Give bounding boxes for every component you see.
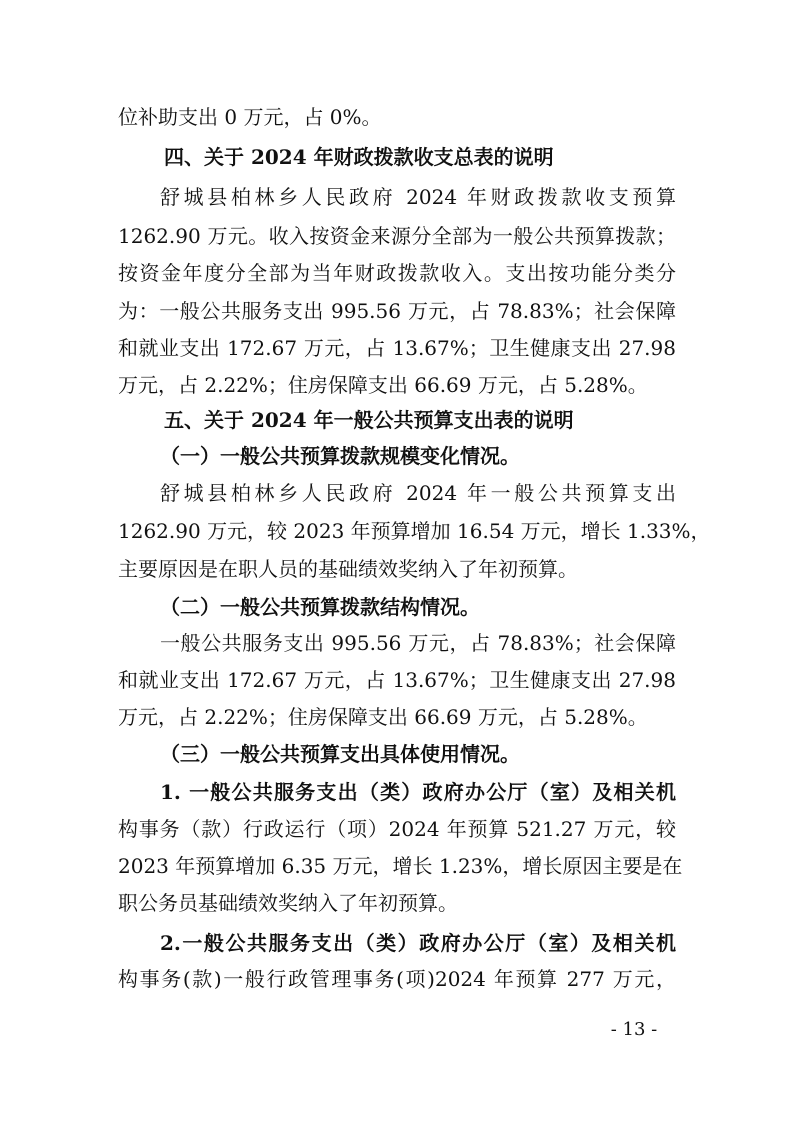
- paragraph-line: 舒城县柏林乡人民政府 2024 年一般公共预算支出: [160, 481, 676, 505]
- paragraph-line: 1262.90 万元，较 2023 年预算增加 16.54 万元，增长 1.33%，: [118, 519, 711, 543]
- paragraph-line: 构事务（款）行政运行（项）2024 年预算 521.27 万元，较: [118, 817, 676, 841]
- item-heading: 2.一般公共服务支出（类）政府办公厅（室）及相关机: [160, 931, 676, 955]
- paragraph-line: 万元，占 2.22%；住房保障支出 66.69 万元，占 5.28%。: [118, 705, 648, 729]
- paragraph-line: 万元，占 2.22%；住房保障支出 66.69 万元，占 5.28%。: [118, 373, 648, 397]
- paragraph-line: 1262.90 万元。收入按资金来源分全部为一般公共预算拨款；: [118, 224, 676, 248]
- paragraph-line: 和就业支出 172.67 万元，占 13.67%；卫生健康支出 27.98: [118, 336, 676, 360]
- subsection-heading: （二）一般公共预算拨款结构情况。: [160, 595, 480, 619]
- paragraph-line: 2023 年预算增加 6.35 万元，增长 1.23%，增长原因主要是在: [118, 854, 683, 878]
- subsection-heading: （三）一般公共预算支出具体使用情况。: [160, 742, 520, 766]
- paragraph-line: 和就业支出 172.67 万元，占 13.67%；卫生健康支出 27.98: [118, 668, 676, 692]
- paragraph-line: 职公务员基础绩效奖纳入了年初预算。: [118, 891, 458, 915]
- section-heading: 五、关于 2024 年一般公共预算支出表的说明: [164, 408, 574, 432]
- paragraph-line: 位补助支出 0 万元，占 0%。: [118, 105, 382, 129]
- paragraph-line: 按资金年度分全部为当年财政拨款收入。支出按功能分类分: [118, 261, 676, 285]
- paragraph-line: 构事务(款)一般行政管理事务(项)2024 年预算 277 万元，: [118, 967, 676, 991]
- page-number: - 13 -: [610, 1019, 658, 1040]
- paragraph-line: 主要原因是在职人员的基础绩效奖纳入了年初预算。: [118, 557, 578, 581]
- subsection-heading: （一）一般公共预算拨款规模变化情况。: [160, 444, 520, 468]
- item-heading: 1. 一般公共服务支出（类）政府办公厅（室）及相关机: [160, 780, 676, 804]
- section-heading: 四、关于 2024 年财政拨款收支总表的说明: [164, 145, 554, 169]
- paragraph-line: 为：一般公共服务支出 995.56 万元，占 78.83%；社会保障: [118, 299, 676, 323]
- paragraph-line: 一般公共服务支出 995.56 万元，占 78.83%；社会保障: [160, 631, 676, 655]
- paragraph-line: 舒城县柏林乡人民政府 2024 年财政拨款收支预算: [160, 185, 676, 209]
